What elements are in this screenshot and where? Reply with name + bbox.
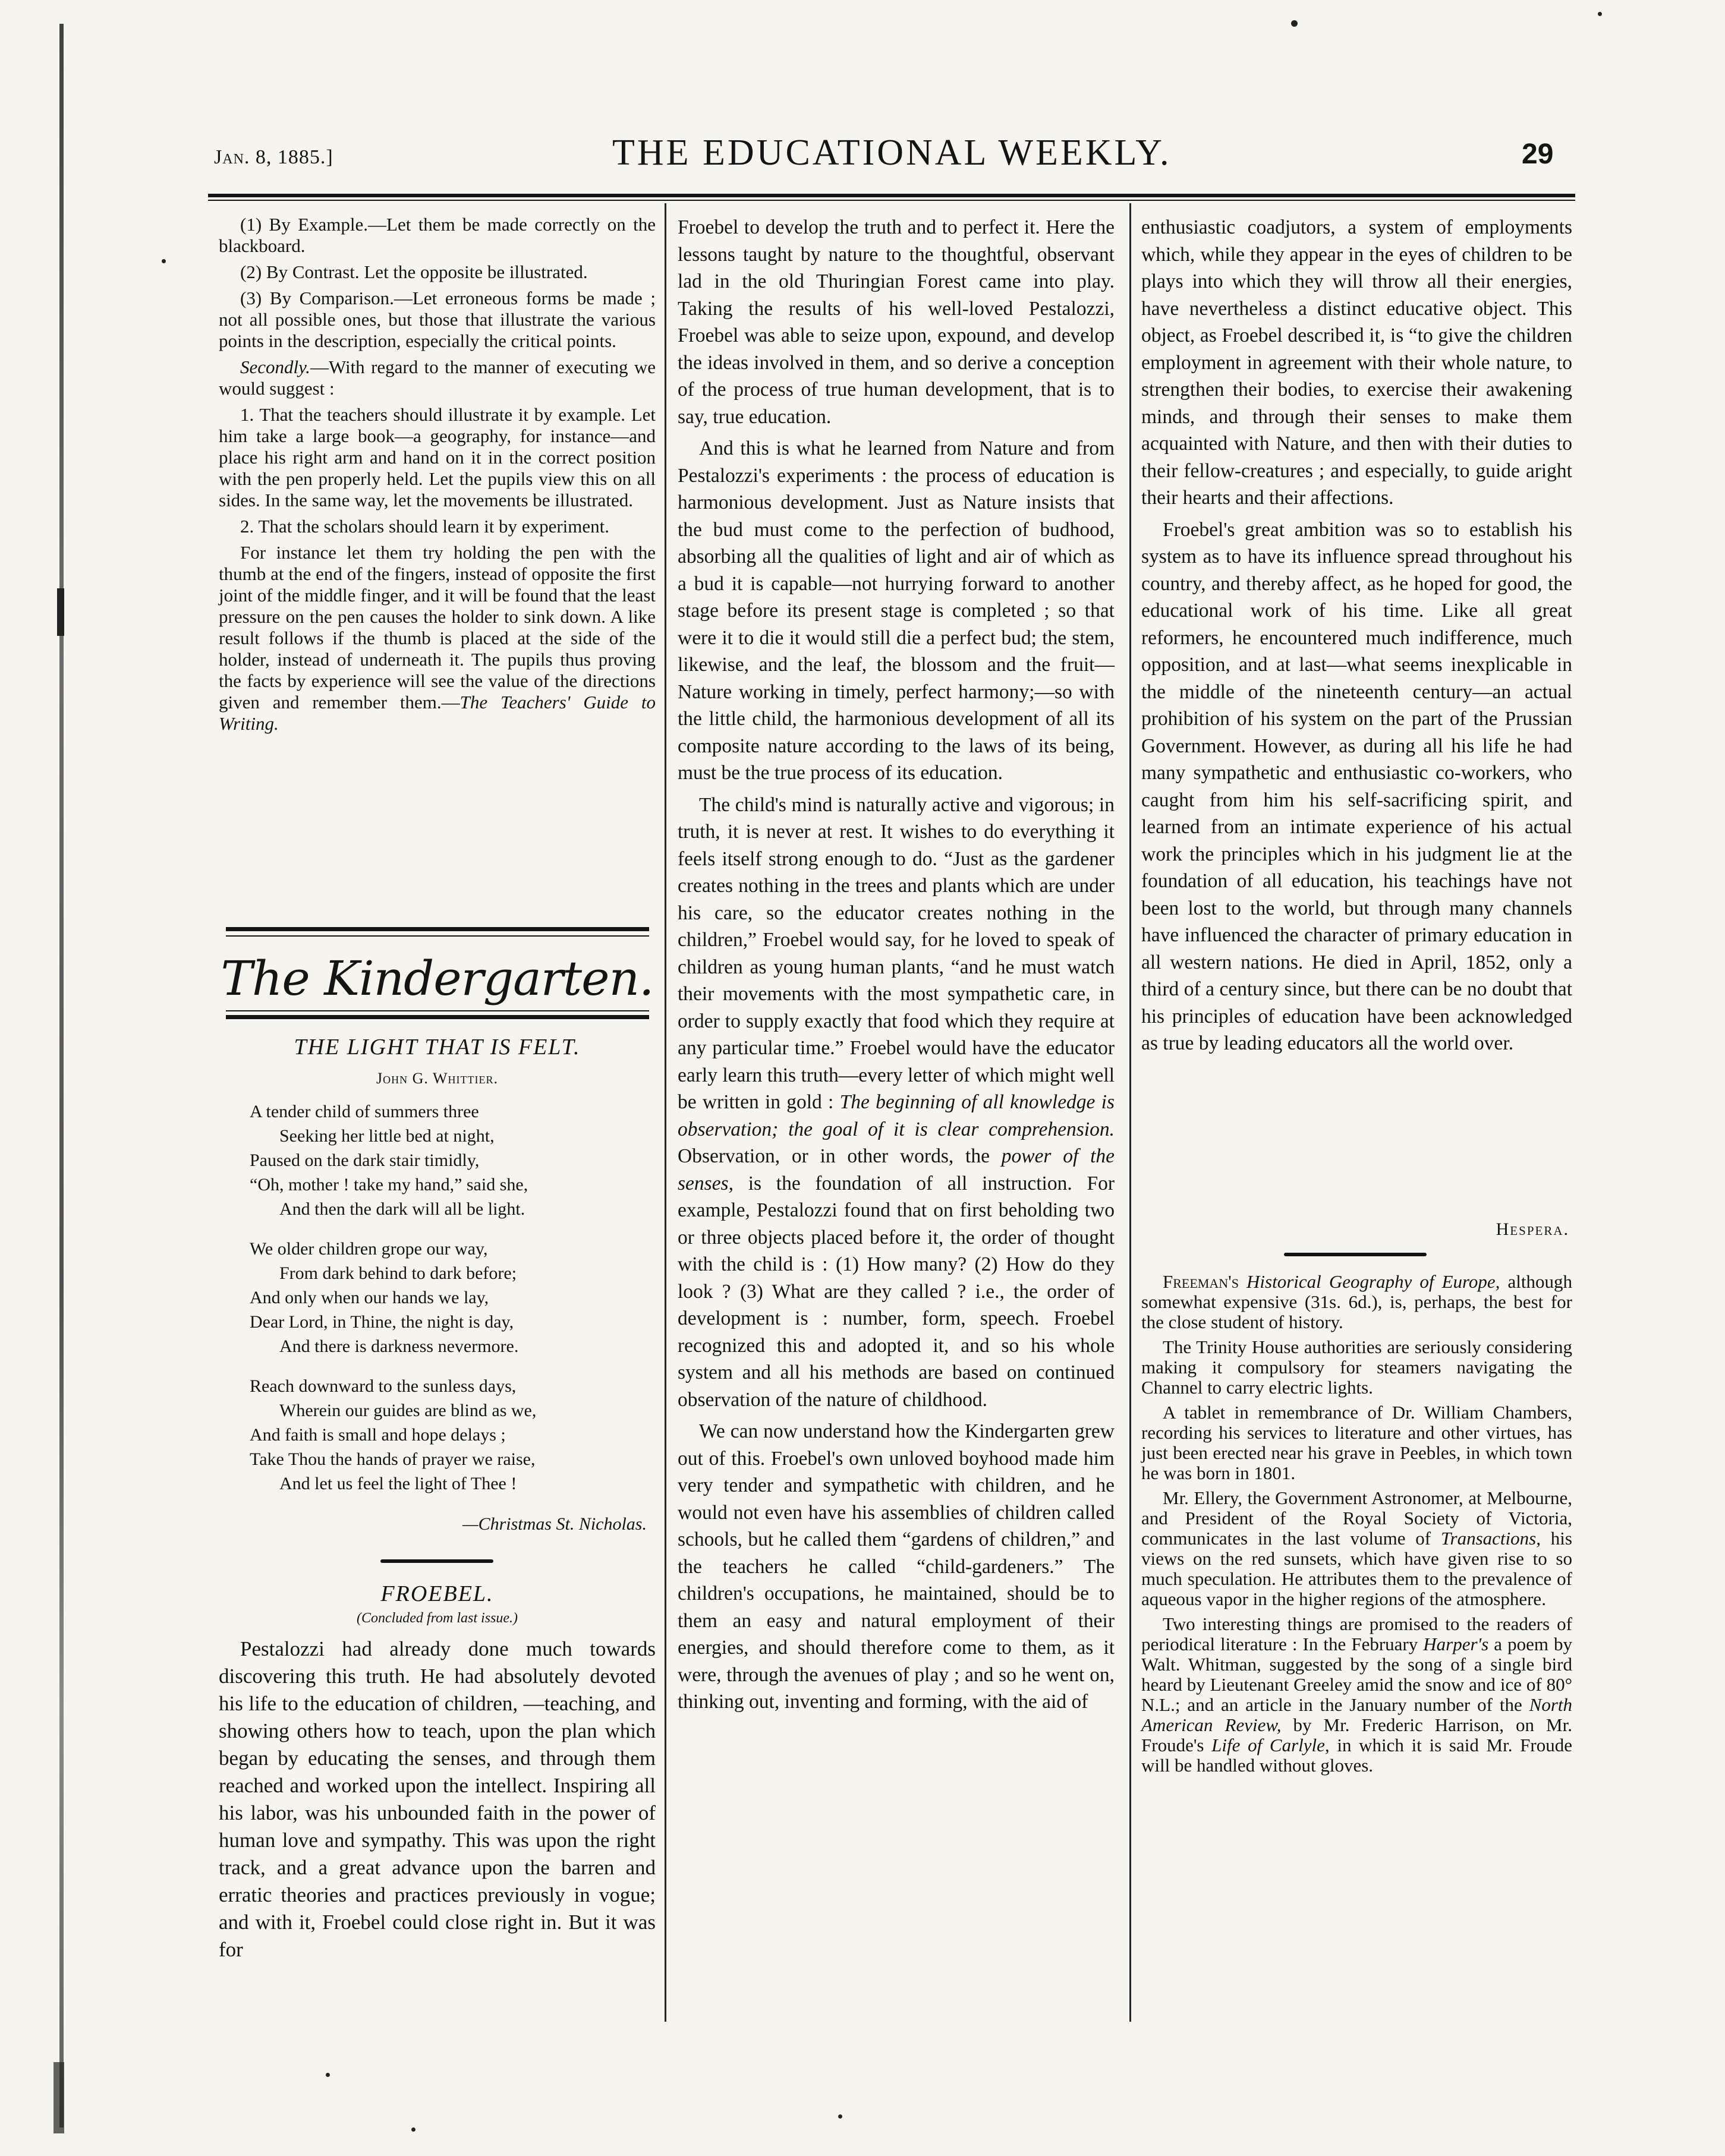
paragraph: enthusiastic coadjutors, a system of employments which, while they appear in the eyes of children to be plays into which they will throw all their energies, have nevertheless a distinct educative object. This object, as Froebel described it, is “to give the children employment in agreement with their whole nature, to strengthen their bodies, to exercise their awakening minds, and through their senses to make them acquainted with Nature, and then with their duties to their fellow-creatures ; and especially, to guide aright their hearts and their affections. [1141,216,1572,509]
paragraph [219,542,656,735]
italic-text: Harper's [1423,1634,1489,1654]
poem-line: Seeking her little bed at night, [279,1126,495,1146]
text: by Mr. Frederic Harrison, on Mr. Froude's [1141,1714,1572,1755]
text: is the foundation of all instruction. For example, Pestalozzi found that on first beholding two or three objects placed before it, the order of thought with the child is : (1) How many? (2) How do they look ? (3) What are they called ? i.e., the order of development is : number, form, speech. Froebel recognized this and adopted it, and so his whole system and all his methods are based on continued observation of the nature of childhood. [678,1172,1115,1411]
source-citation: The Teachers' Guide to Writing. [219,692,656,734]
edge-mark [57,588,64,636]
poem-source: —Christmas St. Nicholas. [462,1514,647,1534]
section-rule [226,927,649,931]
paragraph [678,792,1115,1414]
paragraph: (2) By Contrast. Let the opposite be illustrated. [240,261,588,282]
column-1-bottom [219,1635,656,1968]
paragraph: 2. That the scholars should learn it by experiment. [240,516,609,537]
poem-line: And then the dark will all be light. [279,1199,525,1219]
text: Freeman's [1163,1271,1247,1292]
poem-title: THE LIGHT THAT IS FELT. [294,1035,581,1060]
italic-text: Life of Carlyle, [1211,1735,1330,1755]
column-3 [1141,214,1572,1062]
section-rule [226,1010,649,1011]
italic-text: Historical Geography of Europe, [1246,1271,1500,1292]
poem-line: Reach downward to the sunless days, [250,1376,517,1396]
column-divider [1129,203,1131,2022]
column-1-top [219,214,656,739]
text: Mr. Ellery, the Government Astronomer, at Melbourne, and President of the Royal Society of Victoria, communicates in the last volume of [1141,1487,1572,1549]
speck [162,259,166,263]
header-rule [208,194,1575,197]
stanza [250,1099,654,1221]
column-3-notes [1141,1272,1572,1780]
paragraph: (1) By Example.—Let them be made correctly on the blackboard. [219,214,656,256]
section-rule [226,935,649,937]
italic-text: power of the senses, [678,1145,1115,1194]
news-note [1141,1272,1572,1332]
paragraph: And this is what he learned from Nature and from Pestalozzi's experiments : the process of education is harmonious development. Just as Nature insists that the bud must come to the perfection of budhood, absorbing all the qualities of light and air of which as a bud it is capable—not hurrying forward to another stage before its present stage is completed ; so that were it to die it would still die a perfect bud; the stem, likewise, and the leaf, the blossom and the fruit—Nature working in timely, perfect harmony;—so with the little child, the harmonious development of all its composite nature according to the laws of its being, must be the true process of its education. [678,437,1115,784]
news-note [1141,1488,1572,1609]
text: his views on the red sunsets, which have given rise to so much speculation. He attributes them to the prevalence of aqueous vapor in the higher regions of the atmosphere. [1141,1528,1572,1609]
binding-edge [59,24,64,2127]
separator-dash [1284,1253,1427,1256]
author-signature: Hespera. [1496,1219,1569,1239]
text: a poem by Walt. Whitman, suggested by the song of a single bird heard by Lieutenant Greeley amid the snow and ice of 80° N.L.; and an article in the January number of the [1141,1634,1573,1715]
text: For instance let them try holding the pen with the thumb at the end of the fingers, instead of opposite the first joint of the middle finger, and it will be found that the least pressure on the pen causes the holder to sink down. A like result follows if the thumb is placed at the side of the holder, instead of underneath it. The pupils thus proving the facts by experience will see the value of the directions given and remember them.— [219,542,656,713]
news-note: A tablet in remembrance of Dr. William Chambers, recording his services to literature and other virtues, has just been erected near his grave in Peebles, in which town he was born in 1801. [1141,1402,1572,1483]
poem-line: “Oh, mother ! take my hand,” said she, [250,1175,528,1194]
italic-text: Transactions, [1440,1528,1541,1549]
continuation-note: (Concluded from last issue.) [356,1610,518,1626]
speck [1291,20,1298,27]
stanza [250,1374,654,1496]
poem-line: And there is darkness nevermore. [279,1337,519,1356]
speck [1598,12,1602,16]
poem-line: And faith is small and hope delays ; [250,1425,506,1445]
news-note [1141,1614,1572,1776]
article-title: FROEBEL. [380,1581,494,1606]
text: —With regard to the manner of executing we would suggest : [219,357,656,399]
poem-line: And let us feel the light of Thee ! [279,1474,517,1493]
paragraph: (3) By Comparison.—Let erroneous forms be made ; not all possible ones, but those that illustrate the various points in the description, especially the critical points. [219,288,656,351]
page-number: 29 [1522,138,1554,170]
italic-text: North American Review, [1141,1694,1572,1735]
poem-line: Dear Lord, in Thine, the night is day, [250,1312,514,1332]
poem-line: A tender child of summers three [250,1102,479,1121]
column-divider [665,203,666,2022]
issue-date: Jan. 8, 1885.] [214,146,333,168]
poem-author: John G. Whittier. [376,1070,498,1087]
paragraph [219,357,656,399]
paragraph: 1. That the teachers should illustrate it by example. Let him take a large book—a geography, for instance—and place his right arm and hand on it in the correct position with the pen properly held. Let the pupils view this on all sides. In the same way, let the movements be illustrated. [219,404,656,510]
section-rule [226,1015,649,1019]
poem [250,1099,654,1511]
poem-line: We older children grope our way, [250,1239,488,1259]
italic-lead: Secondly. [240,357,310,377]
stanza [250,1237,654,1358]
column-2 [678,214,1115,1720]
text: although somewhat expensive (31s. 6d.), is, perhaps, the best for the close student of history. [1141,1271,1572,1332]
paragraph: Pestalozzi had already done much towards discovering this truth. He had absolutely devoted his life to the education of children, —teaching, and showing others how to teach, upon the plan which began by educating the senses, and through them reached and worked upon the intellect. Inspiring all his labor, was his unbounded faith in the power of human love and sympathy. This was upon the right track, and a great advance upon the barren and erratic theories and practices previously in vogue; and with it, Froebel could close right in. But it was for [219,1637,656,1961]
edge-mark [53,2062,64,2133]
italic-text: The beginning of all knowledge is observation; the goal of it is clear comprehension. [678,1091,1115,1140]
news-note: The Trinity House authorities are seriously considering making it compulsory for steamers navigating the Channel to carry electric lights. [1141,1337,1572,1398]
masthead-title: THE EDUCATIONAL WEEKLY. [612,133,1172,173]
paragraph: Froebel's great ambition was so to establish his system as to have its influence spread throughout his country, and thereby affect, as he hoped for good, the educational work of his time. Like all great reformers, he encountered much indifference, much opposition, and at last—what seems inexplicable in the middle of the nineteenth century—an actual prohibition of his system on the part of the Prussian Government. However, as during all his life he had many sympathetic and enthusiastic co-workers, who caught from him his self-sacrificing spirit, and learned from an intimate experience of his actual work the principles which in his judgment lie at the foundation of all education, his teachings have not been lost to the world, but through many channels have influenced the character of primary education in all western nations. He died in April, 1852, only a third of a century since, but there can be no doubt that his principles of education have been acknowledged as true by leading educators all the world over. [1141,518,1572,1054]
speck [838,2114,842,2119]
poem-line: From dark behind to dark before; [279,1263,517,1283]
paragraph: We can now understand how the Kindergarten grew out of this. Froebel's own unloved boyhood made him very tender and sympathetic with children, and he would not even have his assemblies of children called schools, but he called them “gardens of children,” and the teachers he called “child-gardeners.” The children's occupations, he maintained, should be to them an easy and natural employment of their energies, and should therefore come to them, as it were, through the avenues of play ; and so he went on, thinking out, inventing and forming, with the aid of [678,1420,1115,1713]
text: The child's mind is naturally active and vigorous; in truth, it is never at rest. It wishes to do everything it feels itself strong enough to do. “Just as the gardener creates nothing in the trees and plants which are under his care, so the educator creates nothing in the children,” Froebel would say, for he loved to speak of children as young human plants, “and he must watch their movements with the most sympathetic care, in order to supply exactly that food which they require at any particular time.” Froebel would have the educator early learn this truth—every letter of which might well be written in gold : [678,793,1115,1113]
poem-line: And only when our hands we lay, [250,1288,489,1307]
separator-dash [380,1559,493,1563]
section-title: The Kindergarten. [221,951,654,1006]
text: in which it is said Mr. Froude will be handled without gloves. [1141,1735,1572,1776]
paragraph: Froebel to develop the truth and to perfect it. Here the lessons taught by nature to the thoughtful, observant lad in the old Thuringian Forest came into play. Taking the results of his well-loved Pestalozzi, Froebel was able to seize upon, expound, and develop the ideas involved in them, and so derive a conception of the process of true human development, that is to say, true education. [678,216,1115,428]
text: Two interesting things are promised to the readers of periodical literature : In the February [1141,1613,1572,1654]
poem-line: Paused on the dark stair timidly, [250,1151,480,1170]
poem-line: Take Thou the hands of prayer we raise, [250,1449,536,1469]
speck [411,2127,415,2132]
text: Observation, or in other words, the [678,1145,1002,1167]
speck [326,2073,330,2077]
header-rule [208,200,1575,201]
poem-line: Wherein our guides are blind as we, [279,1401,537,1420]
